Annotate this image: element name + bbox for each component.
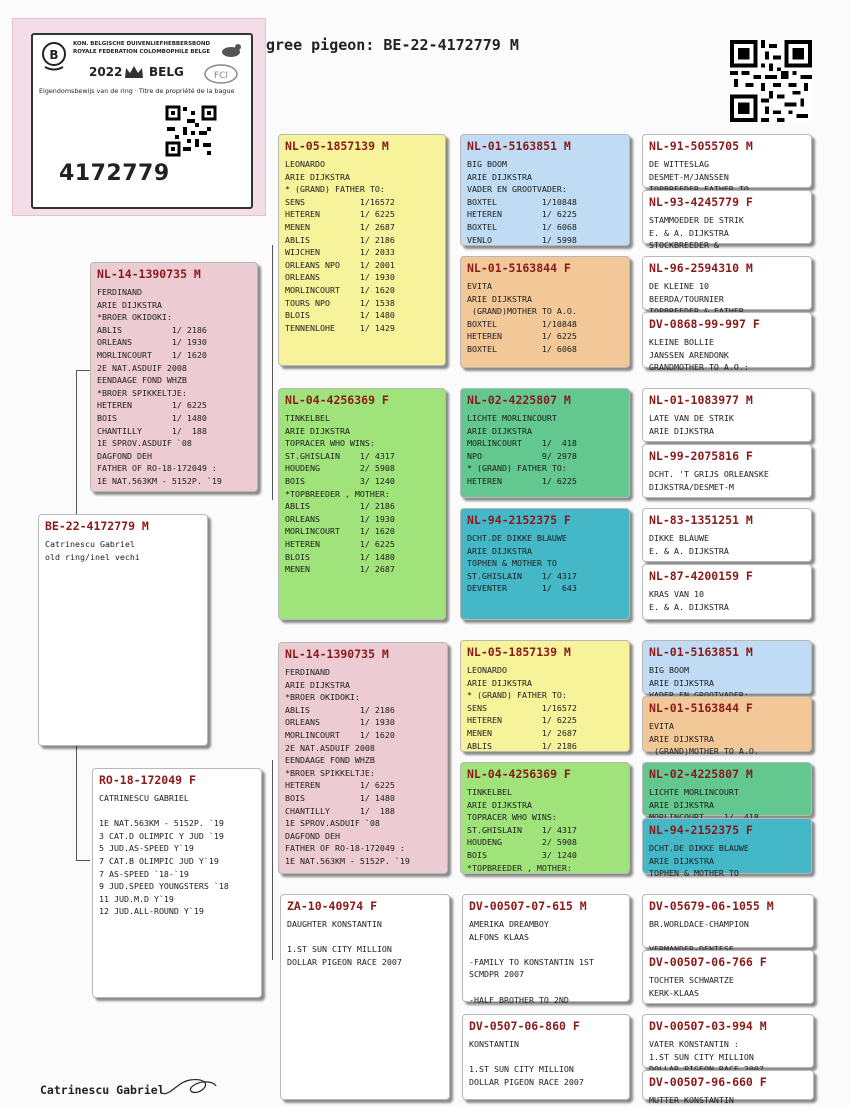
detail-line: *TOPBREEDER , MOTHER: bbox=[285, 488, 390, 499]
ring-number: NL-01-5163851 M bbox=[649, 645, 753, 659]
ring-number: NL-91-5055705 M bbox=[649, 139, 753, 153]
detail-line: TOPHEN & MOTHER TO bbox=[649, 868, 739, 879]
detail-line: ST.GHISLAIN 1/ 4317 bbox=[467, 570, 577, 581]
detail-line: E. & A. DIJKSTRA bbox=[649, 601, 729, 612]
detail-line: 1.ST SUN CITY MILLION bbox=[469, 1064, 574, 1075]
detail-line: DE KLEINE 10 bbox=[649, 281, 709, 291]
ring-year: 2022 bbox=[89, 65, 123, 79]
ggp-card-mmf bbox=[462, 894, 630, 1005]
detail-line: 9 JUD.SPEED YOUNGSTERS `18 bbox=[99, 881, 229, 892]
detail-line: ORLEANS 1/ 1930 bbox=[285, 717, 395, 728]
detail-line: MENEN 1/ 2687 bbox=[467, 727, 577, 738]
detail-line: ST.GHISLAIN 1/ 4317 bbox=[467, 824, 577, 835]
detail-line: 11 JUD.M.D Y`19 bbox=[99, 893, 174, 904]
detail-line: ARIE DIJKSTRA bbox=[467, 171, 532, 182]
detail-line: FATHER OF RO-18-172049 : bbox=[285, 843, 405, 854]
ring-number: NL-83-1351251 M bbox=[649, 513, 753, 527]
ring-ownership-card bbox=[12, 18, 266, 216]
detail-line: (GRAND)MOTHER TO A.O. bbox=[467, 306, 577, 317]
ring-number: NL-04-4256369 F bbox=[467, 767, 571, 781]
ring-number: NL-01-1083977 M bbox=[649, 393, 753, 407]
detail-line: DAGFOND DEH bbox=[285, 830, 340, 841]
detail-line: * (GRAND) FATHER TO: bbox=[467, 690, 567, 701]
detail-line: BLOIS 1/ 1480 bbox=[285, 310, 395, 321]
detail-line: BOIS 3/ 1240 bbox=[285, 475, 395, 486]
detail-line: EENDAAGE FOND WHZB bbox=[285, 755, 375, 766]
detail-line: VENLO 1/ 5998 bbox=[467, 234, 577, 245]
detail-line: TOCHTER SCHWARTZE bbox=[649, 975, 734, 985]
detail-line: 5 JUD.AS-SPEED Y`19 bbox=[99, 843, 194, 854]
ring-number: NL-01-5163844 F bbox=[467, 261, 571, 275]
gen4-card-7 bbox=[642, 508, 812, 562]
detail-line: ARIE DIJKSTRA bbox=[467, 799, 532, 810]
detail-line: ARIE DIJKSTRA bbox=[467, 425, 532, 436]
detail-line: DAGFOND DEH bbox=[97, 450, 152, 461]
detail-line: VATER KONSTANTIN : bbox=[649, 1039, 739, 1049]
ggp-card-fmf bbox=[460, 388, 630, 498]
detail-line: *BROER OKIDOKI: bbox=[97, 312, 172, 323]
detail-line: -HALF BROTHER TO 2ND bbox=[469, 994, 569, 1005]
detail-line: HETEREN 1/ 6225 bbox=[285, 538, 395, 549]
detail-line: EVITA bbox=[649, 721, 674, 731]
detail-line: ORLEANS 1/ 1930 bbox=[97, 337, 207, 348]
connector-father-parents bbox=[272, 245, 273, 500]
detail-line: 12 JUD.ALL-ROUND Y`19 bbox=[99, 906, 204, 917]
detail-line: LICHTE MORLINCOURT bbox=[467, 413, 557, 423]
detail-line: HETEREN 1/ 6225 bbox=[97, 400, 207, 411]
detail-line: (GRAND)MOTHER TO A.O. bbox=[649, 746, 759, 757]
detail-line: GRANDMOTHER TO A.O.: bbox=[649, 362, 749, 373]
detail-line: *BROER OKIDOKI: bbox=[285, 692, 360, 703]
detail-line: KERK-KLAAS bbox=[649, 987, 699, 998]
ggp-card-mmm bbox=[462, 1014, 630, 1100]
ggp-card-mff bbox=[460, 640, 630, 752]
detail-line: TOPRACER WHO WINS: bbox=[285, 438, 375, 449]
ring-number: DV-0507-06-860 F bbox=[469, 1019, 580, 1033]
detail-line: TOPHEN & MOTHER TO bbox=[467, 558, 557, 569]
ring-number: NL-87-4200159 F bbox=[649, 569, 753, 583]
detail-line: DIJKSTRA/DESMET-M bbox=[649, 481, 734, 492]
detail-line: DAUGHTER KONSTANTIN bbox=[287, 919, 382, 929]
owner-name: Catrinescu Gabriel bbox=[40, 1083, 165, 1097]
detail-line: TENNENLOHE 1/ 1429 bbox=[285, 322, 395, 333]
connector-subject-father-h bbox=[76, 370, 90, 371]
ring-number: BE-22-4172779 M bbox=[45, 519, 149, 533]
maternal-grandfather-card bbox=[278, 642, 448, 874]
detail-line: FERDINAND bbox=[97, 287, 142, 297]
detail-line: ARIE DIJKSTRA bbox=[649, 855, 714, 866]
gen4-card-15 bbox=[642, 1014, 814, 1068]
detail-line: CHANTILLY 1/ 188 bbox=[97, 425, 207, 436]
ring-number: DV-0868-99-997 F bbox=[649, 317, 760, 331]
detail-line: NPO 9/ 2978 bbox=[467, 450, 577, 461]
detail-line: FATHER OF RO-18-172049 : bbox=[97, 463, 217, 474]
ring-number: DV-00507-03-994 M bbox=[649, 1019, 767, 1033]
gen4-card-13 bbox=[642, 894, 814, 948]
detail-line: VADER EN GROOTVADER: bbox=[467, 184, 567, 195]
detail-line: DESMET-M/JANSSEN bbox=[649, 171, 729, 182]
detail-line: KONSTANTIN bbox=[469, 1039, 519, 1049]
detail-line: HOUDENG 2/ 5908 bbox=[467, 837, 577, 848]
ring-number: DV-00507-06-766 F bbox=[649, 955, 767, 969]
detail-line: STOCKBREEDER & bbox=[649, 240, 719, 251]
crown-icon bbox=[123, 64, 145, 80]
svg-text:FCI: FCI bbox=[213, 71, 229, 81]
detail-line: ARIE DIJKSTRA bbox=[467, 677, 532, 688]
detail-line: BOXTEL 1/ 6068 bbox=[467, 343, 577, 354]
detail-line: ABLIS 1/ 2186 bbox=[285, 234, 395, 245]
detail-line: ARIE DIJKSTRA bbox=[649, 425, 714, 436]
detail-line: BEERDA/TOURNIER bbox=[649, 293, 724, 304]
qr-code bbox=[730, 40, 812, 122]
detail-line: BOXTEL 1/10848 bbox=[467, 318, 577, 329]
federation-name-nl: KON. BELGISCHE DUIVENLIEFHEBBERSBOND bbox=[73, 41, 211, 47]
ring-number: NL-94-2152375 F bbox=[467, 513, 571, 527]
gen4-card-14 bbox=[642, 950, 814, 1004]
detail-line: HETEREN 1/ 6225 bbox=[467, 209, 577, 220]
svg-text:B: B bbox=[49, 48, 59, 62]
detail-line: ARIE DIJKSTRA bbox=[467, 293, 532, 304]
ring-number: DV-00507-96-660 F bbox=[649, 1075, 767, 1089]
detail-line: 1E SPROV.ASDUIF `08 bbox=[97, 438, 192, 449]
connector-subject-mother-h bbox=[76, 860, 90, 861]
father-card bbox=[90, 262, 258, 492]
detail-line: SCMDPR 2007 bbox=[469, 969, 524, 980]
detail-line: STAMMOEDER DE STRIK bbox=[649, 215, 744, 225]
detail-line: ARIE DIJKSTRA bbox=[649, 733, 714, 744]
detail-line: FERDINAND bbox=[285, 667, 330, 677]
federation-name-fr: ROYALE FEDERATION COLOMBOPHILE BELGE bbox=[73, 49, 211, 55]
ring-country: BELG bbox=[149, 65, 184, 79]
fci-logo-icon bbox=[203, 63, 239, 85]
gen4-card-9 bbox=[642, 640, 812, 694]
detail-line: EENDAAGE FOND WHZB bbox=[97, 375, 187, 386]
gen4-card-2 bbox=[642, 190, 812, 251]
detail-line: DIKKE BLAUWE bbox=[649, 533, 709, 543]
detail-line bbox=[99, 805, 256, 818]
ring-number: ZA-10-40974 F bbox=[287, 899, 378, 913]
gen4-card-6 bbox=[642, 444, 812, 498]
detail-line: DCHT. 'T GRIJS ORLEANSKE bbox=[649, 469, 769, 479]
gen4-card-11 bbox=[642, 762, 812, 816]
detail-line: HETEREN 1/ 6225 bbox=[467, 475, 577, 486]
detail-line: 7 CAT.B OLIMPIC JUD Y`19 bbox=[99, 855, 219, 866]
gen4-card-10 bbox=[642, 696, 812, 757]
detail-line: TINKELBEL bbox=[285, 413, 330, 423]
detail-line: 1E SPROV.ASDUIF `08 bbox=[285, 818, 380, 829]
detail-line: ORLEANS NPO 1/ 2001 bbox=[285, 259, 395, 270]
detail-line: BR.WORLDACE-CHAMPION bbox=[649, 919, 749, 929]
ring-number: NL-94-2152375 F bbox=[649, 823, 753, 837]
paternal-grandfather-card bbox=[278, 134, 446, 366]
detail-line: 2E NAT.ASDUIF 2008 bbox=[97, 362, 187, 373]
detail-line: ABLIS 1/ 2186 bbox=[97, 324, 207, 335]
detail-line: LATE VAN DE STRIK bbox=[649, 413, 734, 423]
detail-line: BOIS 1/ 1480 bbox=[285, 792, 395, 803]
ring-number: RO-18-172049 F bbox=[99, 773, 196, 787]
detail-line: MORLINCOURT 1/ 418 bbox=[467, 438, 577, 449]
detail-line: DE WITTESLAG bbox=[649, 159, 709, 169]
detail-line: ARIE DIJKSTRA bbox=[97, 299, 162, 310]
kbdb-logo-icon bbox=[39, 41, 69, 71]
detail-line: AMERIKA DREAMBOY bbox=[469, 919, 549, 929]
connector-subject-father bbox=[76, 370, 77, 516]
ggp-card-fmm bbox=[460, 508, 630, 620]
detail-line: ARIE DIJKSTRA bbox=[649, 799, 714, 810]
detail-line: 1.ST SUN CITY MILLION bbox=[649, 1051, 754, 1062]
ring-number: NL-02-4225807 M bbox=[649, 767, 753, 781]
page-title: gree pigeon: BE-22-4172779 M bbox=[266, 36, 519, 54]
detail-line: CATRINESCU GABRIEL bbox=[99, 793, 189, 803]
detail-line: MORLINCOURT 1/ 1620 bbox=[285, 526, 395, 537]
connector-subject-mother bbox=[76, 745, 77, 860]
detail-line: MORLINCOURT 1/ 1620 bbox=[97, 349, 207, 360]
detail-line: EVITA bbox=[467, 281, 492, 291]
ring-number: NL-05-1857139 M bbox=[285, 139, 389, 153]
detail-line: ORLEANS 1/ 1930 bbox=[285, 513, 395, 524]
detail-line: *BROER SPIKKELTJE: bbox=[285, 767, 375, 778]
detail-line: SENS 1/16572 bbox=[467, 702, 577, 713]
gen4-card-8 bbox=[642, 564, 812, 620]
detail-line: LEONARDO bbox=[467, 665, 507, 675]
ring-number: NL-14-1390735 M bbox=[285, 647, 389, 661]
detail-line: ARIE DIJKSTRA bbox=[285, 171, 350, 182]
ggp-card-mfm bbox=[460, 762, 630, 874]
detail-line: E. & A. DIJKSTRA bbox=[649, 227, 729, 238]
detail-line: ARIE DIJKSTRA bbox=[467, 545, 532, 556]
detail-line: BIG BOOM bbox=[649, 665, 689, 675]
detail-line: CHANTILLY 1/ 188 bbox=[285, 805, 395, 816]
detail-line bbox=[469, 943, 624, 956]
detail-line: ORLEANS 1/ 1930 bbox=[285, 272, 395, 283]
detail-line bbox=[469, 1051, 624, 1064]
ring-number: DV-00507-07-615 M bbox=[469, 899, 587, 913]
ring-number: NL-01-5163851 M bbox=[467, 139, 571, 153]
detail-line: BOIS 1/ 1480 bbox=[97, 412, 207, 423]
detail-line: LEONARDO bbox=[285, 159, 325, 169]
detail-line: HOUDENG 2/ 5908 bbox=[285, 463, 395, 474]
ring-card-frame bbox=[31, 33, 253, 209]
ring-number: NL-96-2594310 M bbox=[649, 261, 753, 275]
detail-line: 1E NAT.563KM - 5152P. `19 bbox=[285, 855, 410, 866]
detail-line: ST.GHISLAIN 1/ 4317 bbox=[285, 450, 395, 461]
signature-icon bbox=[160, 1072, 220, 1100]
detail-line: JANSSEN ARENDONK bbox=[649, 349, 729, 360]
detail-line: HETEREN 1/ 6225 bbox=[467, 715, 577, 726]
ring-number: NL-05-1857139 M bbox=[467, 645, 571, 659]
gen4-card-16 bbox=[642, 1070, 814, 1105]
detail-line: BIG BOOM bbox=[467, 159, 507, 169]
detail-line: BOIS 3/ 1240 bbox=[467, 849, 577, 860]
detail-line bbox=[469, 981, 624, 994]
detail-line: DOLLAR PIGEON RACE 2007 bbox=[287, 956, 402, 967]
detail-line: MENEN 1/ 2687 bbox=[285, 221, 395, 232]
detail-line: KRAS VAN 10 bbox=[649, 589, 704, 599]
detail-line: DCHT.DE DIKKE BLAUWE bbox=[467, 533, 567, 543]
gen4-card-3 bbox=[642, 256, 812, 310]
gen4-card-4 bbox=[642, 312, 812, 373]
detail-line: MENEN 1/ 2687 bbox=[285, 564, 395, 575]
detail-line: LICHTE MORLINCOURT bbox=[649, 787, 739, 797]
ring-number: NL-99-2075816 F bbox=[649, 449, 753, 463]
detail-line: MUTTER KONSTANTIN bbox=[649, 1095, 734, 1105]
detail-line: 3 CAT.D OLIMPIC Y JUD `19 bbox=[99, 830, 224, 841]
ggp-card-fff bbox=[460, 134, 630, 246]
connector-mother-parents bbox=[272, 760, 273, 960]
detail-line: HETEREN 1/ 6225 bbox=[467, 331, 577, 342]
detail-line: ARIE DIJKSTRA bbox=[285, 679, 350, 690]
ring-number: NL-01-5163844 F bbox=[649, 701, 753, 715]
subject-pigeon-card bbox=[38, 514, 208, 746]
detail-line: 2E NAT.ASDUIF 2008 bbox=[285, 742, 375, 753]
detail-line: *TOPBREEDER , MOTHER: bbox=[467, 862, 572, 873]
detail-line bbox=[287, 931, 444, 944]
detail-line bbox=[649, 931, 808, 944]
ownership-text: Eigendomsbewijs van de ring · Titre de propriété de la bague bbox=[39, 87, 235, 95]
detail-line: MORLINCOURT 1/ 1620 bbox=[285, 729, 395, 740]
ggp-card-ffm bbox=[460, 256, 630, 368]
ring-number: NL-02-4225807 M bbox=[467, 393, 571, 407]
ring-number: DV-05679-06-1055 M bbox=[649, 899, 774, 913]
detail-line: ABLIS 1/ 2186 bbox=[467, 740, 577, 751]
detail-line: * (GRAND) FATHER TO: bbox=[285, 184, 385, 195]
detail-line: old ring/inel vechi bbox=[45, 551, 140, 562]
mother-card bbox=[92, 768, 262, 998]
detail-line: *BROER SPIKKELTJE: bbox=[97, 387, 187, 398]
detail-line: -FAMILY TO KONSTANTIN 1ST bbox=[469, 956, 594, 967]
detail-line: 1E NAT.563KM - 5152P. `19 bbox=[97, 475, 222, 486]
detail-line: ARIE DIJKSTRA bbox=[285, 425, 350, 436]
detail-line: TOPRACER WHO WINS: bbox=[467, 812, 557, 823]
gen4-card-1 bbox=[642, 134, 812, 188]
detail-line: MORLINCOURT 1/ 1620 bbox=[285, 284, 395, 295]
detail-line: BLOIS 1/ 1480 bbox=[285, 551, 395, 562]
pigeon-emblem-icon bbox=[219, 41, 243, 59]
detail-line: Catrinescu Gabriel bbox=[45, 539, 135, 549]
ring-number: NL-14-1390735 M bbox=[97, 267, 201, 281]
detail-line: DOLLAR PIGEON RACE 2007 bbox=[469, 1076, 584, 1087]
detail-line: BOXTEL 1/ 6068 bbox=[467, 221, 577, 232]
detail-line: ARIE DIJKSTRA bbox=[649, 677, 714, 688]
detail-line: TINKELBEL bbox=[467, 787, 512, 797]
detail-line: E. & A. DIJKSTRA bbox=[649, 545, 729, 556]
detail-line: ABLIS 1/ 2186 bbox=[285, 704, 395, 715]
detail-line: DEVENTER 1/ 643 bbox=[467, 583, 577, 594]
paternal-grandmother-card bbox=[278, 388, 446, 620]
detail-line: ALFONS KLAAS bbox=[469, 931, 529, 942]
detail-line: HETEREN 1/ 6225 bbox=[285, 209, 395, 220]
detail-line: DCHT.DE DIKKE BLAUWE bbox=[649, 843, 749, 853]
detail-line: HETEREN 1/ 6225 bbox=[285, 780, 395, 791]
detail-line: WIJCHEN 1/ 2033 bbox=[285, 247, 395, 258]
ring-number: NL-93-4245779 F bbox=[649, 195, 753, 209]
detail-line: ABLIS 1/ 2186 bbox=[285, 501, 395, 512]
ring-number: NL-04-4256369 F bbox=[285, 393, 389, 407]
detail-line: BOXTEL 1/10848 bbox=[467, 196, 577, 207]
detail-line: 7 AS-SPEED `18-`19 bbox=[99, 868, 189, 879]
gen4-card-5 bbox=[642, 388, 812, 442]
detail-line: SENS 1/16572 bbox=[285, 196, 395, 207]
gen4-card-12 bbox=[642, 818, 812, 879]
detail-line: TOURS NPO 1/ 1538 bbox=[285, 297, 395, 308]
detail-line: * (GRAND) FATHER TO: bbox=[467, 463, 567, 474]
detail-line: 1E NAT.563KM - 5152P. `19 bbox=[99, 818, 224, 829]
detail-line: KLEINE BOLLIE bbox=[649, 337, 714, 347]
detail-line: 1.ST SUN CITY MILLION bbox=[287, 944, 392, 955]
ring-qr-code bbox=[167, 107, 215, 155]
ring-number: 4172779 bbox=[59, 161, 170, 186]
maternal-grandmother-card bbox=[280, 894, 450, 1100]
